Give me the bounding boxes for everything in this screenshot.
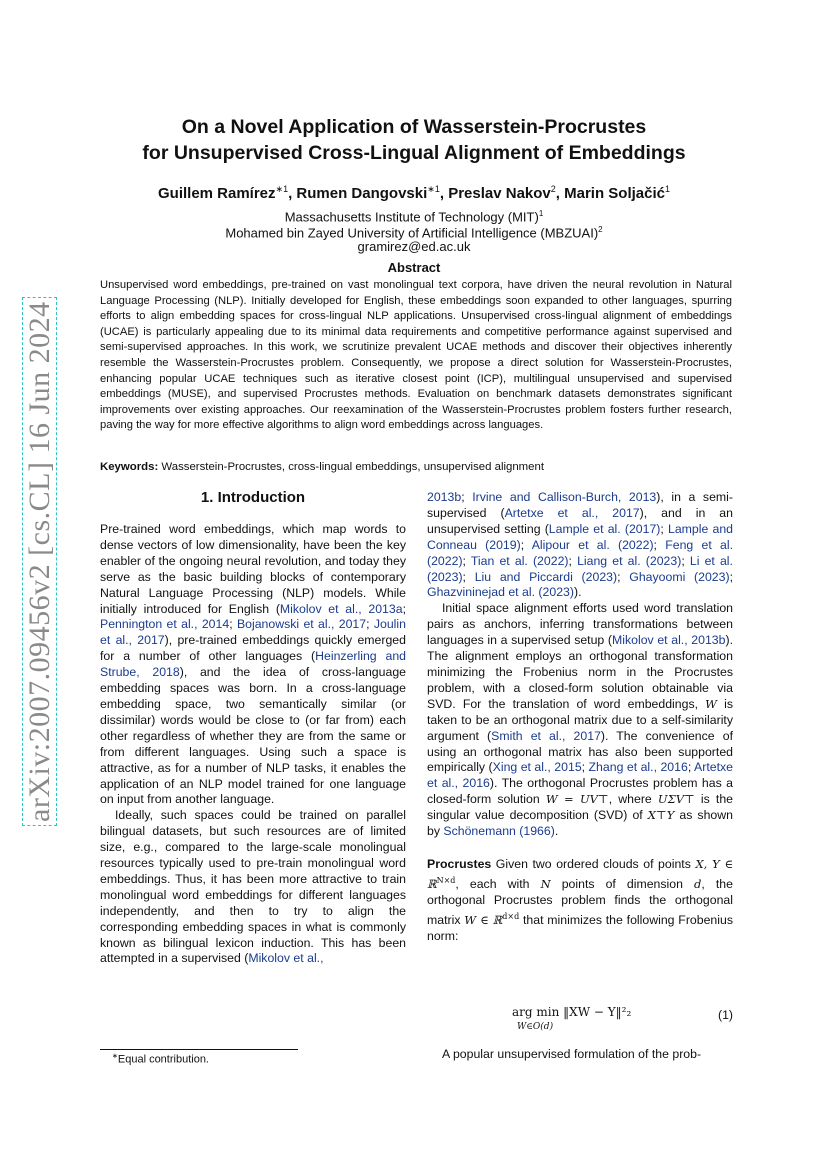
affiliation-1-mark: 1 bbox=[538, 209, 544, 218]
equation-subscript: W∈O(d) bbox=[517, 1022, 554, 1032]
keywords-label: Keywords: bbox=[100, 461, 159, 473]
footnote-text: Equal contribution. bbox=[117, 1053, 209, 1066]
math-inline: W bbox=[705, 696, 717, 711]
right-column bbox=[427, 490, 733, 945]
abstract-heading: Abstract bbox=[387, 260, 441, 275]
title-line-2: for Unsupervised Cross-Lingual Alignment of Embeddings bbox=[142, 142, 686, 164]
text-run: Pre-trained word embeddings, which map words to dense vectors of low dimensionality, have been the key enabler of the ongoing neural revolution, and today they serve as the basic building blocks of contemporary Natural Language Processing (NLP) models. While initially introduced for English ( bbox=[100, 522, 406, 616]
affiliation-2-mark: 2 bbox=[598, 225, 603, 234]
citation-link[interactable]: Mikolov et al., 2013a bbox=[279, 601, 403, 616]
text-run: that minimizes the following Frobenius norm: bbox=[427, 912, 733, 943]
text-run: ; bbox=[402, 601, 406, 616]
author-affiliation-mark: ∗1 bbox=[275, 184, 289, 194]
citation-link[interactable]: Artetxe et al., 2017 bbox=[504, 505, 640, 520]
author-name: Guillem Ramírez bbox=[157, 185, 276, 202]
equation-main: arg min ‖XW − Y‖²₂ bbox=[512, 1005, 632, 1019]
citation-link[interactable]: Joulin et al., 2017 bbox=[100, 617, 406, 648]
citation-link[interactable]: Li et al. (2023) bbox=[427, 553, 733, 584]
paragraph bbox=[427, 490, 733, 601]
text-run: ). The alignment employs an orthogonal transformation minimizing the Frobenius norm in the Procrustes problem, with a closed-form solution obtainable via SVD. For the translation of word embeddings, bbox=[427, 633, 733, 711]
author-email: gramirez@ed.ac.uk bbox=[357, 239, 471, 254]
citation-link[interactable]: Bojanowski et al., 2017 bbox=[236, 617, 367, 632]
footnote bbox=[112, 1052, 209, 1066]
math-superscript: d×d bbox=[502, 911, 520, 921]
citation-link[interactable]: Feng et al. (2022) bbox=[427, 537, 733, 568]
author-affiliation-mark: 2 bbox=[550, 184, 556, 194]
text-run: Given two ordered clouds of points bbox=[491, 856, 696, 871]
text-run: . bbox=[554, 824, 559, 839]
text-run: is taken to be an orthogonal matrix due to a self-similarity argument ( bbox=[427, 696, 733, 743]
citation-link[interactable]: Liang et al. (2023) bbox=[577, 553, 682, 568]
footnote-rule bbox=[100, 1049, 298, 1050]
left-column bbox=[100, 522, 406, 967]
title-line-1: On a Novel Application of Wasserstein-Procrustes bbox=[181, 116, 647, 138]
abstract-body: Unsupervised word embeddings, pre-trained on vast monolingual text corpora, have driven the neural revolution in Natural Language Processing (NLP). Initially developed for English, these embeddings soon expanded to other languages, spurring efforts to align embedding spaces for cross-lingual NLP applications. Unsupervised cross-lingual alignment of embeddings (UCAE) is particularly appealing due to its minimal data requirements and competitive performance against supervised and semi-supervised approaches. In this work, we scrutinize prevalent UCAE methods and discover their objectives inherently resemble the Wasserstein-Procrustes problem. Consequently, we propose a direct solution for Wasserstein-Procrustes, enhancing popular UCAE techniques such as iterative closest point (ICP), multilingual unsupervised and supervised embeddings (MUSE), and supervised Procrustes methods. Evaluation on benchmark datasets demonstrates significant improvements over existing approaches. Our reexamination of the Wasserstein-Procrustes problem fosters further research, paving the way for more effective algorithms to align word embeddings across languages. bbox=[100, 279, 732, 432]
text-run: ; bbox=[462, 553, 471, 568]
math-superscript: N×d bbox=[436, 875, 456, 885]
citation-link[interactable]: Mikolov et al., 2013b bbox=[612, 633, 726, 648]
math-inline: N bbox=[540, 876, 551, 891]
text-run: Ideally, such spaces could be trained on parallel bilingual datasets, but such resources are of limited size, e.g., compared to the large-scale monolingual resources typically used to pre-train monolingual word embeddings. Thus, it has been more attractive to train monolingual word embeddings for different languages independently, and then to try to align the corresponding embedding spaces in what is commonly known as bilingual lexicon induction. This has been attempted in a supervised ( bbox=[100, 808, 406, 966]
text-run: ; bbox=[687, 760, 695, 775]
equation-number: (1) bbox=[717, 1008, 733, 1022]
math-inline: UΣV⊤ bbox=[657, 792, 695, 807]
keywords-text: Wasserstein-Procrustes, cross-lingual embeddings, unsupervised alignment bbox=[161, 461, 545, 473]
text-run: ; bbox=[568, 553, 578, 568]
citation-link[interactable]: Ghazvininejad et al. (2023) bbox=[427, 585, 574, 600]
math-inline: W ∈ ℝ bbox=[464, 912, 503, 927]
author-list bbox=[0, 184, 828, 202]
footnote-mark: ∗ bbox=[112, 1053, 118, 1060]
paragraph-continued: A popular unsupervised formulation of the prob- bbox=[442, 1047, 702, 1061]
citation-link[interactable]: Alipour et al. (2022) bbox=[531, 537, 654, 552]
text-run: ; bbox=[653, 537, 666, 552]
text-run: ; bbox=[581, 760, 589, 775]
arxiv-id: arXiv:2007.09456v2 [cs.CL] 16 Jun 2024 bbox=[22, 297, 57, 826]
text-run: Initial space alignment efforts used word translation pairs as anchors, inferring transformations between languages in a supervised setup ( bbox=[427, 601, 733, 648]
paper-title bbox=[0, 114, 828, 166]
equation-1 bbox=[427, 1005, 733, 1041]
text-run: ; bbox=[520, 537, 532, 552]
keywords bbox=[100, 461, 732, 473]
text-run: ), in a semi-supervised ( bbox=[427, 490, 733, 520]
author-name: Preslav Nakov bbox=[448, 185, 551, 202]
text-run: ). The orthogonal Procrustes problem has a closed-form solution bbox=[427, 776, 733, 807]
author-affiliation-mark: ∗1 bbox=[427, 184, 440, 194]
section-heading-introduction: 1. Introduction bbox=[200, 489, 306, 506]
citation-link[interactable]: Lample et al. (2017) bbox=[548, 521, 661, 536]
text-run: ), pre-trained embeddings quickly emerged for a number of other languages ( bbox=[100, 633, 406, 664]
math-inline: d bbox=[694, 876, 702, 891]
text-run: ; bbox=[681, 553, 690, 568]
text-run: ; bbox=[366, 617, 374, 632]
citation-link[interactable]: Irvine and Callison-Burch, 2013 bbox=[472, 490, 657, 504]
text-run: , where bbox=[608, 792, 658, 807]
citation-link[interactable]: Zhang et al., 2016 bbox=[588, 760, 688, 775]
text-run: ; bbox=[229, 617, 237, 632]
paragraph bbox=[427, 601, 733, 840]
citation-link[interactable]: Tian et al. (2022) bbox=[470, 553, 569, 568]
text-run: , the orthogonal Procrustes problem finds the orthogonal matrix bbox=[427, 876, 733, 927]
citation-link[interactable]: 2013b bbox=[427, 490, 462, 504]
text-run: , each with bbox=[455, 876, 541, 891]
citation-link[interactable]: Xing et al., 2015 bbox=[492, 760, 582, 775]
citation-link[interactable]: Artetxe et al., 2016 bbox=[427, 760, 733, 791]
text-run: ; bbox=[617, 569, 630, 584]
citation-link[interactable]: Schönemann (1966) bbox=[443, 824, 555, 839]
citation-link[interactable]: Smith et al., 2017 bbox=[491, 728, 601, 743]
text-run: ). bbox=[573, 585, 582, 600]
math-inline: X, Y ∈ ℝ bbox=[427, 856, 733, 891]
text-run: ; bbox=[660, 521, 668, 536]
math-inline: X⊤Y bbox=[647, 808, 675, 823]
text-run: ). The convenience of using an orthogonal matrix has also been supported empirically ( bbox=[427, 728, 733, 775]
author-name: Marin Soljačić bbox=[564, 185, 665, 202]
text-run: ), and the idea of cross-language embedding spaces was born. In a cross-language embedding space, two semantically similar (or dissimilar) words would be close to (or far from) each other regardless of whether they are from the same or from different languages. Using such a space is attractive, as for a number of NLP tasks, it enables the application of an NLP model trained for one language on input from another language. bbox=[100, 665, 406, 807]
paragraph bbox=[100, 808, 406, 967]
text-run: ; bbox=[729, 569, 733, 584]
text-run: ; bbox=[461, 490, 473, 504]
procrustes-paragraph bbox=[427, 857, 733, 945]
affiliation-1-text: Massachusetts Institute of Technology (MIT) bbox=[284, 209, 539, 225]
citation-link[interactable]: Heinzerling and Strube, 2018 bbox=[100, 649, 407, 680]
citation-link[interactable]: Liu and Piccardi (2023) bbox=[474, 569, 618, 584]
affiliation-2-text: Mohamed bin Zayed University of Artificial Intelligence (MBZUAI) bbox=[225, 225, 599, 241]
author-separator: , bbox=[555, 185, 565, 202]
author-affiliation-mark: 1 bbox=[665, 184, 671, 194]
paragraph bbox=[100, 522, 406, 808]
citation-link[interactable]: Pennington et al., 2014 bbox=[100, 617, 230, 632]
procrustes-label: Procrustes bbox=[427, 856, 492, 871]
author-separator: , bbox=[288, 185, 297, 202]
math-inline: W = UV⊤ bbox=[545, 792, 609, 807]
text-run: ), and in an unsupervised setting ( bbox=[427, 505, 733, 536]
author-name: Rumen Dangovski bbox=[296, 185, 428, 202]
citation-link[interactable]: Ghayoomi (2023) bbox=[629, 569, 730, 584]
author-separator: , bbox=[439, 185, 449, 202]
text-run: as shown by bbox=[427, 808, 733, 839]
text-run: ; bbox=[462, 569, 475, 584]
citation-link[interactable]: Mikolov et al., bbox=[248, 951, 324, 966]
text-run: is the singular value decomposition (SVD) of bbox=[427, 792, 733, 823]
citation-link[interactable]: Lample and Conneau (2019) bbox=[427, 521, 733, 552]
text-run: points of dimension bbox=[550, 876, 695, 891]
